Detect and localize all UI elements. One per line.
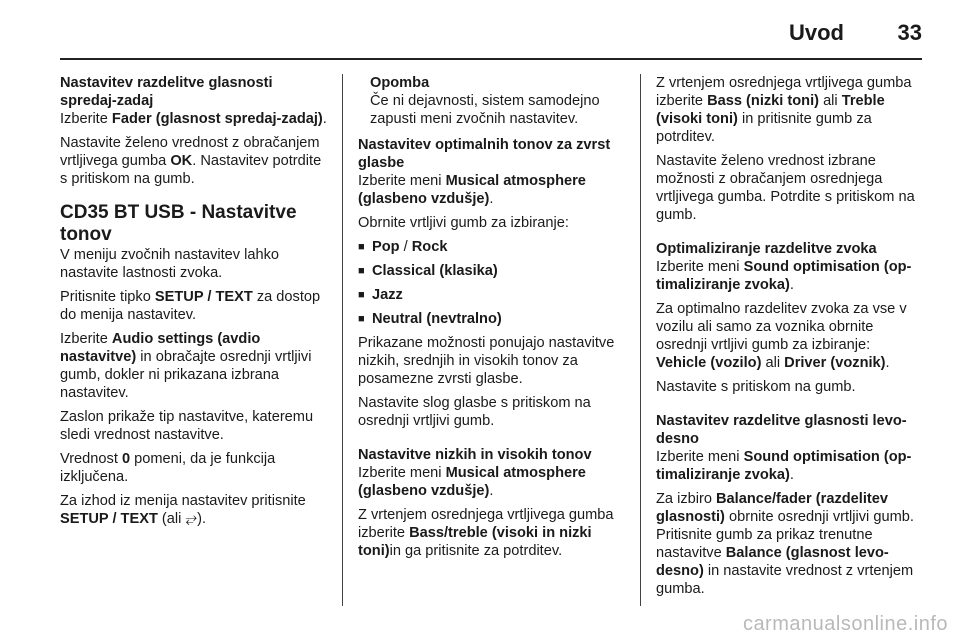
paragraph: Nastavite slog glasbe s pritiskom na osrednji vrtljivi gumb. — [358, 395, 591, 429]
column-divider-1 — [342, 74, 343, 606]
paragraph: Nastavite želeno vrednost z obračanjem vrtljivega gumba OK. Nastavitev potrdite s pritiskom na gumb. — [60, 135, 322, 187]
column-2 — [358, 74, 624, 566]
column-divider-2 — [640, 74, 641, 606]
paragraph: Obrnite vrtljivi gumb za izbiranje: — [358, 215, 569, 231]
paragraph: Izberite meni Sound optimisation (op-timaliziranje zvoka). — [656, 449, 912, 483]
paragraph: Z vrtenjem osrednjega vrtljivega gumba izberite Bass (nizki toni) ali Treble (visoki toni) in pritisnite gumb za potrditev. — [656, 75, 912, 145]
heading-sound-optimisation: Optimaliziranje razdelitve zvoka — [656, 241, 877, 257]
section-title: CD35 BT USB - Nastavitve tonov — [60, 202, 297, 245]
heading-balance: Nastavitev razdelitve glasnosti levo-desno — [656, 413, 907, 447]
note-text: Če ni dejavnosti, sistem samodejno zapusti meni zvočnih nastavitev. — [370, 93, 600, 127]
paragraph: V meniju zvočnih nastavitev lahko nastavite lastnosti zvoka. — [60, 247, 280, 281]
list-item: ■ Neutral (nevtralno) — [358, 311, 502, 327]
chapter-title: Uvod — [789, 20, 844, 45]
bullet-square-icon: ■ — [358, 313, 365, 325]
paragraph: Nastavite želeno vrednost izbrane možnosti z obračanjem osrednjega vrtljivega gumba. Potrdite s pritiskom na gumb. — [656, 153, 915, 223]
paragraph: Za izhod iz menija nastavitev pritisnite SETUP / TEXT (ali ⥂). — [60, 493, 306, 527]
paragraph: Z vrtenjem osrednjega vrtljivega gumba izberite Bass/treble (visoki in nizki toni)in ga pritisnite za potrditev. — [358, 507, 614, 559]
paragraph: Izberite meni Sound optimisation (op-timaliziranje zvoka). — [656, 259, 912, 293]
paragraph: Izberite Fader (glasnost spredaj-zadaj). — [60, 111, 327, 127]
paragraph: Zaslon prikaže tip nastavitve, kateremu sledi vrednost nastavitve. — [60, 409, 314, 443]
paragraph: Vrednost 0 pomeni, da je funkcija izključena. — [60, 451, 276, 485]
list-item: ■ Classical (klasika) — [358, 263, 498, 279]
heading-bass-treble: Nastavitve nizkih in visokih tonov — [358, 447, 592, 463]
column-1 — [60, 74, 328, 534]
paragraph: Za izbiro Balance/fader (razdelitev glasnosti) obrnite osrednji vrtljivi gumb. Pritisnite gumb za prikaz trenutne nastavitve Balance (glasnost levo-desno) in nastavite vrednost z vrtenjem gumba. — [656, 491, 914, 597]
paragraph: Izberite Audio settings (avdio nastavitve) in obračajte osrednji vrtljivi gumb, dokler ni prikazana izbrana nastavitev. — [60, 331, 312, 401]
bullet-square-icon: ■ — [358, 241, 365, 253]
paragraph: Prikazane možnosti ponujajo nastavitve nizkih, srednjih in visokih tonov za posamezne zvrsti glasbe. — [358, 335, 615, 387]
heading-optimal-tones: Nastavitev optimalnih tonov za zvrst glasbe — [358, 137, 611, 171]
list-item: ■ Pop / Rock — [358, 239, 448, 255]
page-header — [0, 0, 960, 60]
heading-fader: Nastavitev razdelitve glasnosti spredaj-zadaj — [60, 75, 273, 109]
bullet-square-icon: ■ — [358, 265, 365, 277]
watermark: carmanualsonline.info — [742, 613, 948, 635]
header-rule — [60, 58, 922, 60]
paragraph: Za optimalno razdelitev zvoka za vse v vozilu ali samo za voznika obrnite osrednji vrtljivi gumb za izbiranje: Vehicle (vozilo) ali Driver (voznik). — [656, 301, 907, 371]
back-arrow-icon: ⥂ — [185, 511, 198, 527]
list-item: ■ Jazz — [358, 287, 403, 303]
note-box — [358, 74, 624, 128]
column-3 — [656, 74, 922, 604]
paragraph: Izberite meni Musical atmosphere (glasbeno vzdušje). — [358, 465, 586, 499]
paragraph: Izberite meni Musical atmosphere (glasbeno vzdušje). — [358, 173, 586, 207]
paragraph: Pritisnite tipko SETUP / TEXT za dostop do menija nastavitev. — [60, 289, 321, 323]
page-number: 33 — [897, 20, 922, 45]
note-title: Opomba — [370, 75, 430, 91]
bullet-square-icon: ■ — [358, 289, 365, 301]
paragraph: Nastavite s pritiskom na gumb. — [656, 379, 856, 395]
